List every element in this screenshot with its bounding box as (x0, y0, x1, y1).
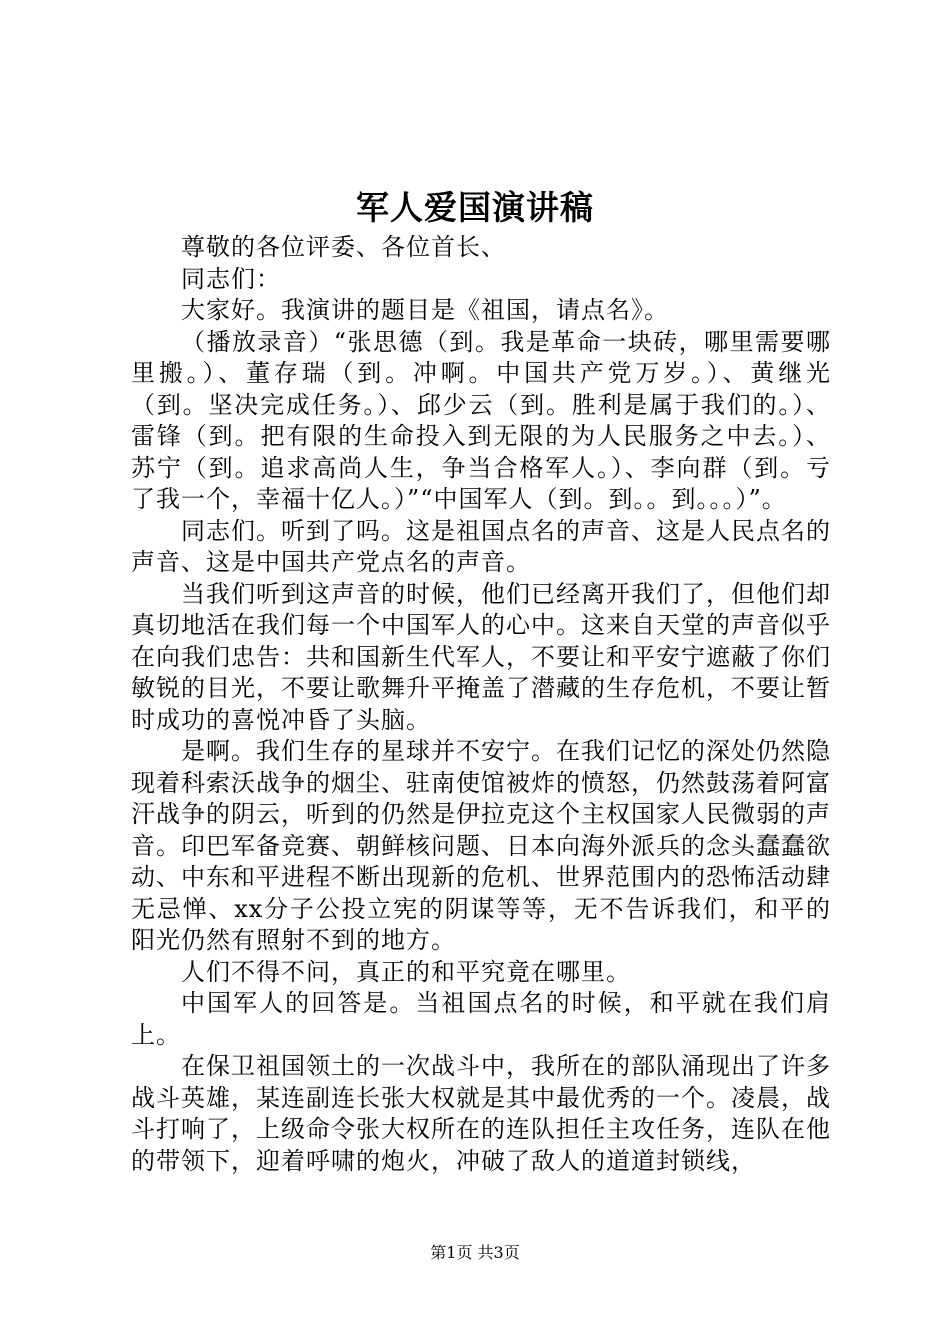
paragraph: 大家好。我演讲的题目是《祖国，请点名》。 (181, 296, 669, 324)
document-body (131, 232, 831, 1177)
paragraph: 是啊。我们生存的星球并不安宁。在我们记忆的深处仍然隐现着科索沃战争的烟尘、驻南使馆被炸的愤怒，仍然鼓荡着阿富汗战争的阴云，听到的仍然是伊拉克这个主权国家人民微弱的声音。印巴军备竞赛、朝鲜核问题、日本向海外派兵的念头蠢蠢欲动、中东和平进程不断出现新的危机、世界范围内的恐怖活动肆无忌惮、xx分子公投立宪的阴谋等等，无不告诉我们，和平的阳光仍然有照射不到的地方。 (131, 737, 831, 954)
page-footer: 第1页 共3页 (430, 1243, 520, 1262)
paragraph: 当我们听到这声音的时候，他们已经离开我们了，但他们却真切地活在我们每一个中国军人的心中。这来自天堂的声音似乎在向我们忠告：共和国新生代军人，不要让和平安宁遮蔽了你们敏锐的目光，不要让歌舞升平掩盖了潜藏的生存危机，不要让暂时成功的喜悦冲昏了头脑。 (131, 579, 831, 734)
paragraph: 在保卫祖国领土的一次战斗中，我所在的部队涌现出了许多战斗英雄，某连副连长张大权就是其中最优秀的一个。凌晨，战斗打响了，上级命令张大权所在的连队担任主攻任务，连队在他的带领下，迎着呼啸的炮火，冲破了敌人的道道封锁线， (131, 1052, 831, 1175)
paragraph: 同志们。听到了吗。这是祖国点名的声音、这是人民点名的声音、这是中国共产党点名的声音。 (131, 516, 831, 576)
paragraph: 同志们： (181, 264, 281, 293)
paragraph: （播放录音）“张思德（到。我是革命一块砖，哪里需要哪里搬。）、董存瑞（到。冲啊。中国共产党万岁。）、黄继光（到。坚决完成任务。）、邱少云（到。胜利是属于我们的。）、雷锋（到。把有限的生命投入到无限的为人民服务之中去。）、苏宁（到。追求高尚人生，争当合格军人。）、李向群（到。亏了我一个，幸福十亿人。）”“中国军人（到。到。。到。。。）”。 (131, 327, 831, 513)
paragraph: 尊敬的各位评委、各位首长、 (181, 233, 506, 261)
document-title: 军人爱国演讲稿 (356, 188, 594, 227)
paragraph: 中国军人的回答是。当祖国点名的时候，和平就在我们肩上。 (131, 989, 831, 1049)
paragraph: 人们不得不问，真正的和平究竟在哪里。 (181, 957, 631, 986)
